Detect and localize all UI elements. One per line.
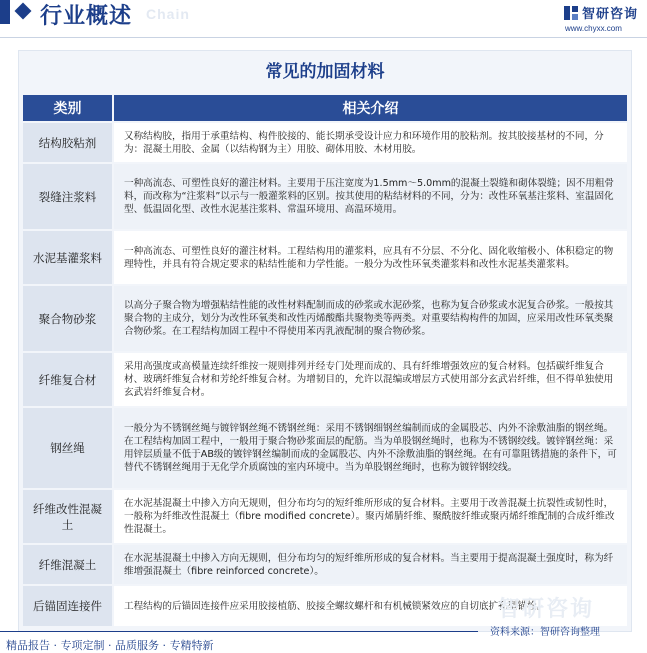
header-divider bbox=[0, 37, 647, 38]
table-row bbox=[23, 122, 627, 163]
row-category: 纤维改性混凝土 bbox=[23, 489, 113, 544]
materials-table bbox=[23, 95, 627, 626]
row-category: 纤维复合材 bbox=[23, 352, 113, 407]
page-title: 行业概述 bbox=[40, 4, 133, 29]
row-category: 聚合物砂浆 bbox=[23, 285, 113, 352]
row-description: 一种高流态、可塑性良好的灌注材料。主要用于压注宽度为1.5mm～5.0mm的混凝土裂缝和砌体裂缝；因不用粗骨料，而改称为“注浆料”以示与一般灌浆料的区别。按其使用的粘结材料的不同，分为：改性环氧基注浆料、室温固化型、低温固化型、改性水泥基注浆料、常温环境用、高温环境用。 bbox=[113, 163, 627, 230]
card-title: 常见的加固材料 bbox=[265, 62, 385, 82]
row-description: 在水泥基混凝土中掺入方向无规则，但分布均匀的短纤维所形成的复合材料。主要用于改善混凝土抗裂性或韧性时，一般称为纤维改性混凝土（fibre modified concrete）。聚丙烯腈纤维、聚酰胺纤维或聚丙烯纤维配制的合成纤维改性混凝土。 bbox=[113, 489, 627, 544]
table-row bbox=[23, 285, 627, 352]
row-category: 结构胶粘剂 bbox=[23, 122, 113, 163]
table-row bbox=[23, 544, 627, 585]
row-description: 又称结构胶，指用于承重结构、构件胶接的、能长期承受设计应力和环境作用的胶粘剂。按其胶接基材的不同，分为：混凝土用胶、金属（以结构钢为主）用胶、砌体用胶、木材用胶。 bbox=[113, 122, 627, 163]
row-category: 钢丝绳 bbox=[23, 407, 113, 489]
footer-watermark: 智研咨询 bbox=[498, 597, 595, 622]
table-row bbox=[23, 352, 627, 407]
header-diamond-icon bbox=[15, 3, 32, 20]
row-description: 工程结构的后锚固连接件应采用胶接植筋、胶接全螺纹螺杆和有机械锁紧效应的自切底扩孔型锚栓。 bbox=[113, 585, 627, 626]
row-category: 纤维混凝土 bbox=[23, 544, 113, 585]
content-card bbox=[18, 50, 632, 632]
row-category: 后锚固连接件 bbox=[23, 585, 113, 626]
table-row bbox=[23, 489, 627, 544]
source-note: 资料来源：智研咨询整理 bbox=[490, 627, 600, 638]
row-description: 在水泥基混凝土中掺入方向无规则，但分布均匀的短纤维所形成的复合材料。当主要用于提高混凝土强度时，称为纤维增强混凝土（fibre reinforced concrete）。 bbox=[113, 544, 627, 585]
table-header-row bbox=[23, 95, 627, 122]
header-watermark: Chain bbox=[146, 6, 190, 22]
brand-name: 智研咨询 bbox=[582, 7, 639, 22]
row-description: 以高分子聚合物为增强粘结性能的改性材料配制而成的砂浆或水泥砂浆，也称为复合砂浆或水泥复合砂浆。一般按其聚合物的主成分，划分为改性环氧类和改性丙烯酸酯共聚物类等两类。对重要结构构件的加固，应采用改性环氧类聚合物砂浆。在工程结构加固工程中不得使用苯丙乳液配制的聚合物砂浆。 bbox=[113, 285, 627, 352]
column-header-description: 相关介绍 bbox=[113, 95, 627, 122]
row-description: 采用高强度或高模量连续纤维按一规则排列并经专门处理而成的、具有纤维增强效应的复合材料。包括碳纤维复合材、玻璃纤维复合材和芳纶纤维复合材。为增韧目的，允许以混编或增层方式使用部分玄武岩纤维，但不得单独使用玄武岩纤维复合材。 bbox=[113, 352, 627, 407]
footer-slogan: 精品报告 · 专项定制 · 品质服务 · 专精特新 bbox=[6, 639, 214, 652]
table-row bbox=[23, 230, 627, 285]
table-row bbox=[23, 407, 627, 489]
row-category: 裂缝注浆料 bbox=[23, 163, 113, 230]
row-description: 一般分为不锈钢丝绳与镀锌钢丝绳不锈钢丝绳：采用不锈钢细钢丝编制而成的金属股芯、内外不涂敷油脂的钢丝绳。在工程结构加固工程中，一般用于聚合物砂浆面层的配筋。当为单股钢丝绳时，也称为不锈钢绞线。镀锌钢丝绳：采用锌层质量不低于AB级的镀锌钢丝编制而成的金属股芯、内外不涂敷油脂的钢丝绳。在有可靠阻锈措施的条件下，可替代不锈钢丝绳用于无化学介质腐蚀的室内环境中。当为单股钢丝绳时，也称为镀锌钢绞线。 bbox=[113, 407, 627, 489]
table-row bbox=[23, 163, 627, 230]
brand-url: www.chyxx.com bbox=[565, 24, 622, 33]
column-header-category: 类别 bbox=[23, 95, 113, 122]
row-description: 一种高流态、可塑性良好的灌注材料。工程结构用的灌浆料，应具有不分层、不分化、固化收缩极小、体积稳定的物理特性，并具有符合规定要求的粘结性能和力学性能。一般分为改性环氧类灌浆料和改性水泥基类灌浆料。 bbox=[113, 230, 627, 285]
footer-divider bbox=[0, 631, 478, 632]
header-accent-bar bbox=[0, 0, 10, 24]
row-category: 水泥基灌浆料 bbox=[23, 230, 113, 285]
page-header bbox=[0, 0, 647, 38]
brand-logo-icon bbox=[563, 5, 579, 21]
